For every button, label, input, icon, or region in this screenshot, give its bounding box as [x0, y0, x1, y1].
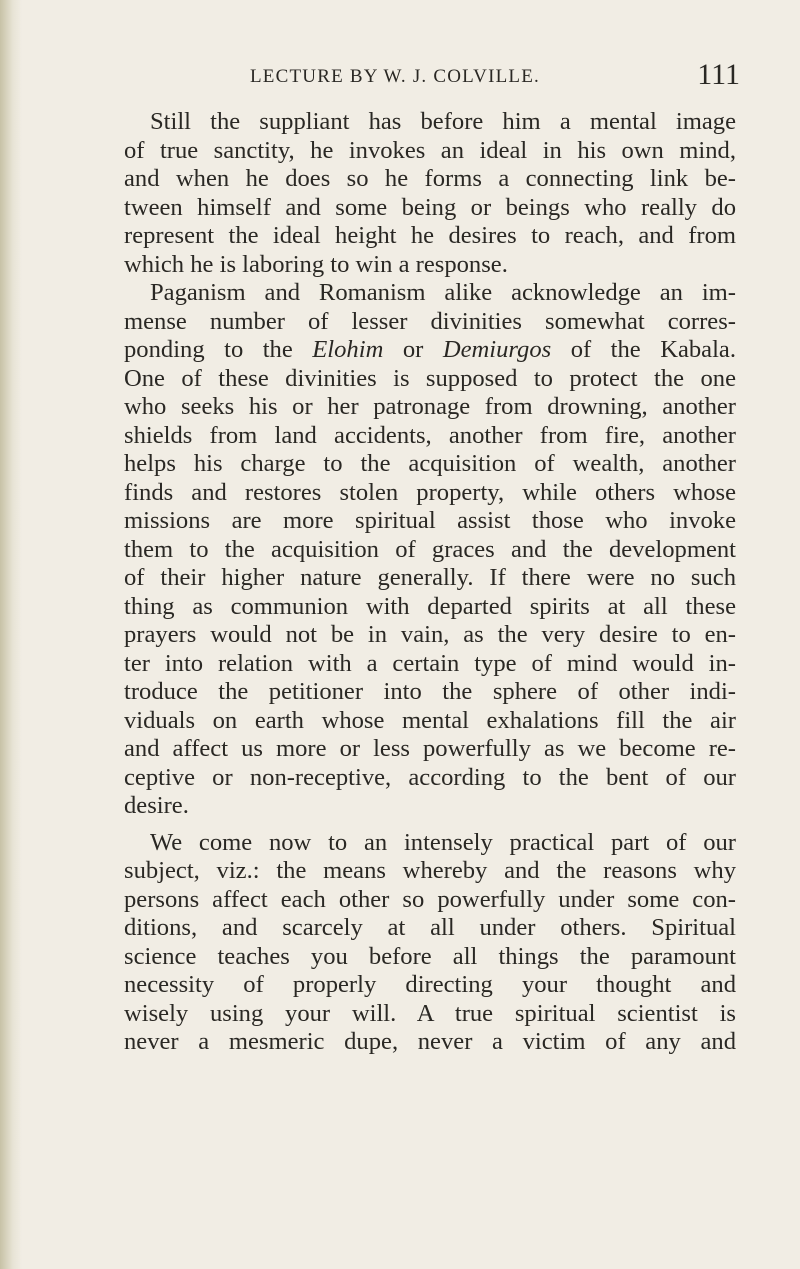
text-line: who seeks his or her patronage from drowning, another: [124, 393, 736, 420]
text-line: viduals on earth whose mental exhalations fill the air: [124, 706, 736, 734]
text-line: tween himself and some being or beings who really do: [124, 193, 736, 221]
text-line: prayers would not be in vain, as the very desire to en-: [124, 621, 736, 648]
paragraph: [124, 829, 736, 1057]
text-line: thing as communion with departed spirits at all these: [124, 592, 736, 620]
text-line: wisely using your will. A true spiritual scientist is: [124, 999, 736, 1027]
running-head: [100, 58, 740, 98]
text-line: Still the suppliant has before him a mental image: [150, 108, 736, 135]
text-line: ditions, and scarcely at all under others. Spiritual: [124, 914, 736, 941]
page-edge-shadow: [0, 0, 22, 1269]
text-line: subject, viz.: the means whereby and the reasons why: [124, 857, 736, 884]
text-line: ceptive or non-receptive, according to the bent of our: [124, 763, 736, 791]
text-line: desire.: [124, 792, 189, 819]
text-line: One of these divinities is supposed to protect the one: [124, 364, 736, 392]
text-line: them to the acquisition of graces and the development: [124, 535, 736, 563]
text-line: persons affect each other so powerfully under some con-: [124, 885, 736, 913]
text-line: represent the ideal height he desires to reach, and from: [124, 222, 736, 249]
emphasis-demiurgos: Demiurgos: [442, 336, 552, 363]
body-text: [124, 108, 736, 1057]
text-line: missions are more spiritual assist those who invoke: [124, 507, 736, 534]
text-line: which he is laboring to win a response.: [124, 250, 508, 278]
paragraph-gap: [124, 821, 736, 829]
text-line: ter into relation with a certain type of mind would in-: [124, 649, 736, 677]
text-line: necessity of properly directing your thought and: [124, 971, 736, 998]
text-line: troduce the petitioner into the sphere of other indi-: [124, 678, 736, 705]
text-line: finds and restores stolen property, while others whose: [124, 478, 736, 506]
paragraph: [124, 279, 736, 821]
page-number: 111: [697, 58, 740, 91]
text-line: shields from land accidents, another from fire, another: [124, 421, 736, 449]
text-line: mense number of lesser divinities somewhat corres-: [124, 307, 736, 335]
running-title: LECTURE BY W. J. COLVILLE.: [250, 66, 540, 87]
text-line: helps his charge to the acquisition of wealth, another: [124, 450, 736, 477]
text-line: of their higher nature generally. If there were no such: [124, 564, 736, 591]
text-line: and affect us more or less powerfully as we become re-: [124, 735, 736, 762]
emphasis-elohim: Elohim: [312, 336, 384, 363]
text-line: We come now to an intensely practical part of our: [150, 828, 736, 856]
text-line: and when he does so he forms a connecting link be-: [124, 165, 736, 192]
text-line: ponding to the Elohim or Demiurgos of the Kabala.: [124, 336, 736, 363]
text-line: science teaches you before all things the paramount: [124, 942, 736, 970]
text-line: Paganism and Romanism alike acknowledge an im-: [150, 279, 736, 306]
text-line: of true sanctity, he invokes an ideal in his own mind,: [124, 136, 736, 164]
paragraph: [124, 108, 736, 279]
text-line: never a mesmeric dupe, never a victim of any and: [124, 1028, 736, 1055]
